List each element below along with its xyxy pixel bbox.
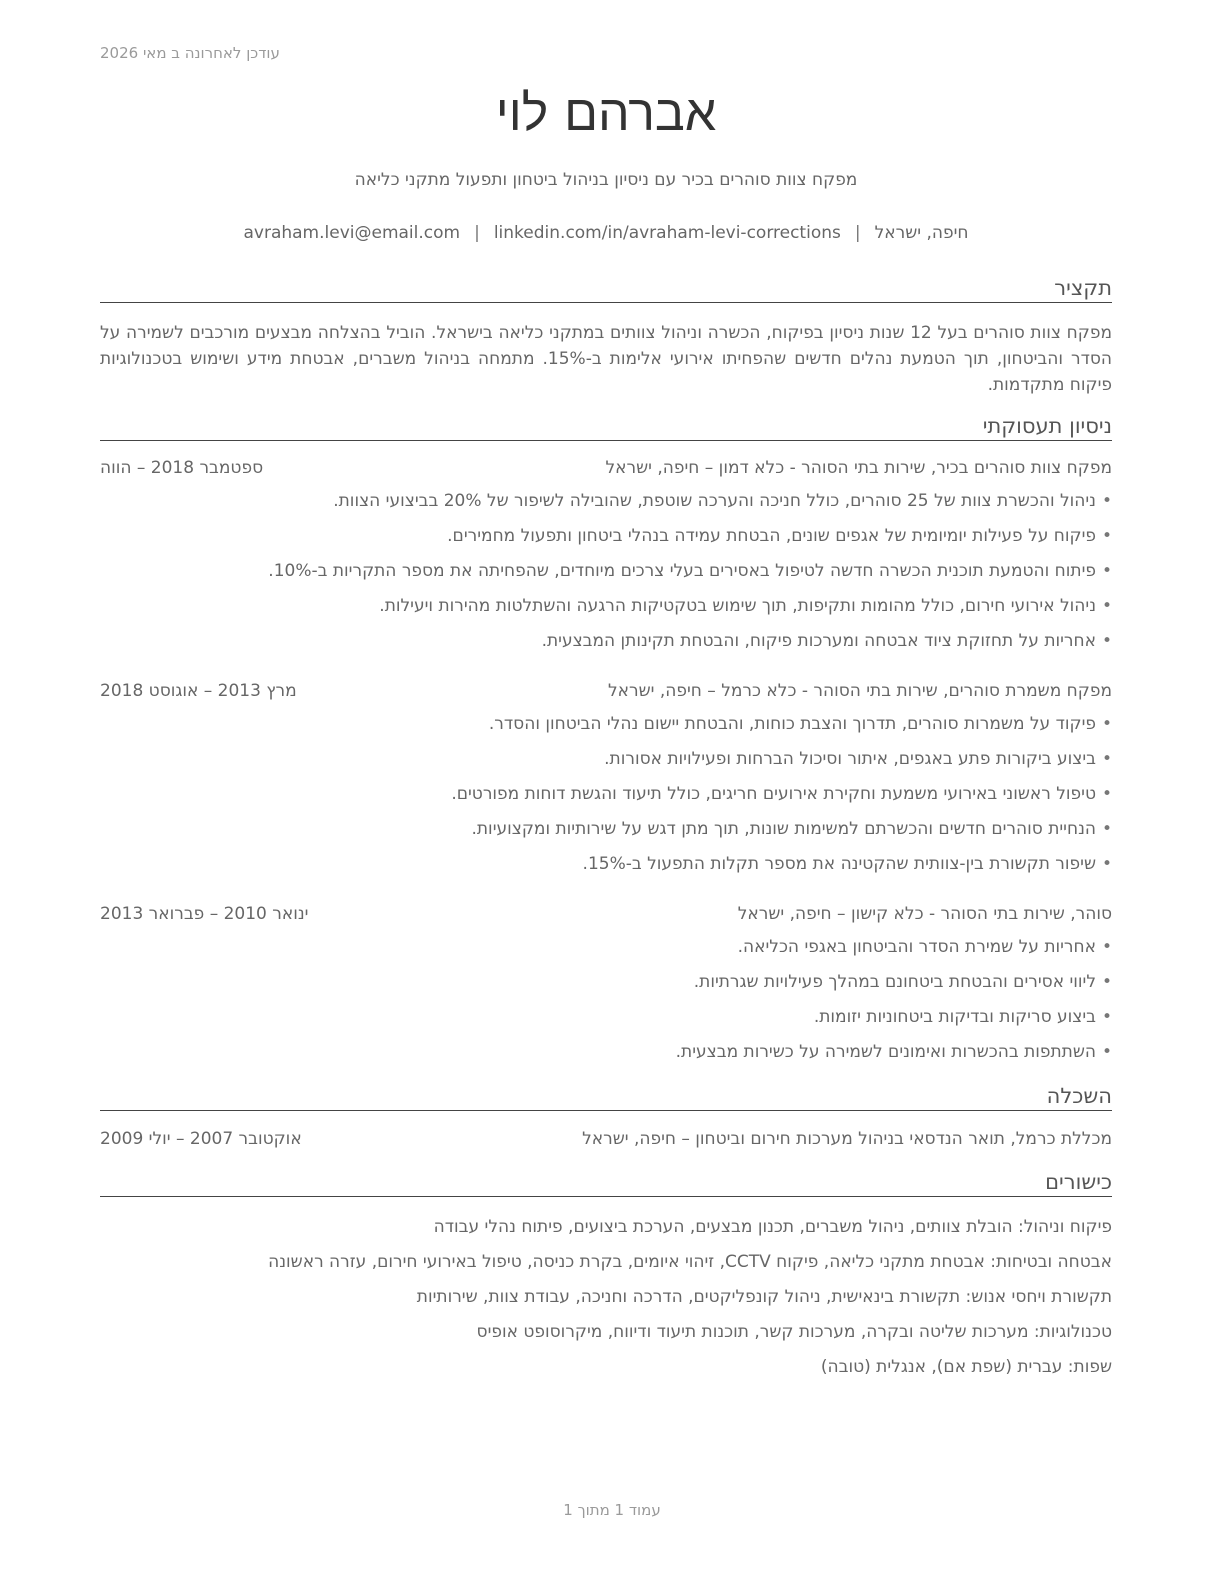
job-bullet: • טיפול ראשוני באירועי משמעת וחקירת אירועים חריגים, כולל תיעוד והגשת דוחות מפורטים. bbox=[100, 782, 1112, 817]
section-title-experience: ניסיון תעסוקתי bbox=[100, 414, 1112, 441]
job-bullet: • פיקוד על משמרות סוהרים, תדרוך והצבת כוחות, והבטחת יישום נהלי הביטחון והסדר. bbox=[100, 712, 1112, 747]
job-bullet: • אחריות על שמירת הסדר והביטחון באגפי הכליאה. bbox=[100, 935, 1112, 970]
job-header bbox=[100, 904, 1112, 928]
job-bullet: • ליווי אסירים והבטחת ביטחונם במהלך פעילויות שגרתיות. bbox=[100, 970, 1112, 1005]
job-role: סוהר, שירות בתי הסוהר - כלא קישון – חיפה, ישראל bbox=[737, 904, 1112, 924]
candidate-name: אברהם לוי bbox=[495, 84, 717, 142]
education-entry bbox=[100, 1129, 1112, 1153]
skill-line: טכנולוגיות: מערכות שליטה ובקרה, מערכות קשר, תוכנות תיעוד ודיווח, מיקרוסופט אופיס bbox=[476, 1322, 1112, 1342]
section-title-education: השכלה bbox=[100, 1084, 1112, 1111]
contact-linkedin[interactable]: linkedin.com/in/avraham-levi-corrections bbox=[493, 223, 841, 243]
section-title-skills: כישורים bbox=[100, 1170, 1112, 1197]
section-title-summary: תקציר bbox=[100, 276, 1112, 303]
job-bullet: • ניהול אירועי חירום, כולל מהומות ותקיפות, תוך שימוש בטקטיקות הרגעה והשתלטות מהירות ויעילות. bbox=[100, 594, 1112, 629]
tagline: מפקח צוות סוהרים בכיר עם ניסיון בניהול ביטחון ותפעול מתקני כליאה bbox=[354, 170, 858, 190]
contact-separator: | bbox=[474, 223, 480, 243]
skills-list bbox=[100, 1215, 1112, 1390]
job-bullets bbox=[100, 712, 1112, 887]
contact-location: חיפה, ישראל bbox=[874, 223, 969, 243]
summary-text: מפקח צוות סוהרים בעל 12 שנות ניסיון בפיקוח, הכשרה וניהול צוותים במתקני כליאה בישראל. הוביל בהצלחה מבצעים מורכבים לשמירה על הסדר והביטחון, תוך הטמעת נהלים חדשים שהפחיתו אירועי אלימות ב-15%. מתמחה בניהול משברים, אבטחת מידע ושימוש בטכנולוגיות פיקוח מתקדמות. bbox=[100, 323, 1113, 395]
job-bullet: • פיקוח על פעילות יומיומית של אגפים שונים, הבטחת עמידה בנהלי ביטחון ותפעול מחמירים. bbox=[100, 524, 1112, 559]
job-bullet: • ניהול והכשרת צוות של 25 סוהרים, כולל חניכה והערכה שוטפת, שהובילה לשיפור של 20% בביצועי הצוות. bbox=[100, 489, 1112, 524]
job-header bbox=[100, 681, 1112, 705]
job-bullet: • ביצוע סריקות ובדיקות ביטחוניות יזומות. bbox=[100, 1005, 1112, 1040]
job-role: מפקח צוות סוהרים בכיר, שירות בתי הסוהר - כלא דמון – חיפה, ישראל bbox=[605, 458, 1112, 478]
job-bullet: • ביצוע ביקורות פתע באגפים, איתור וסיכול הברחות ופעילויות אסורות. bbox=[100, 747, 1112, 782]
job-dates: ספטמבר 2018 – הווה bbox=[100, 458, 264, 478]
last-updated-note: עודכן לאחרונה ב מאי 2026 bbox=[100, 44, 280, 62]
contact-line bbox=[100, 223, 1112, 243]
job-bullet: • אחריות על תחזוקת ציוד אבטחה ומערכות פיקוח, והבטחת תקינותן המבצעית. bbox=[100, 629, 1112, 664]
skill-line: פיקוח וניהול: הובלת צוותים, ניהול משברים, תכנון מבצעים, הערכת ביצועים, פיתוח נהלי עבודה bbox=[433, 1217, 1112, 1237]
job-dates: מרץ 2013 – אוגוסט 2018 bbox=[100, 681, 297, 701]
job-header bbox=[100, 458, 1112, 482]
job-bullet: • השתתפות בהכשרות ואימונים לשמירה על כשירות מבצעית. bbox=[100, 1040, 1112, 1075]
education-institution: מכללת כרמל, תואר הנדסאי בניהול מערכות חירום וביטחון – חיפה, ישראל bbox=[582, 1129, 1112, 1149]
skill-line: שפות: עברית (שפת אם), אנגלית (טובה) bbox=[820, 1357, 1112, 1377]
job-bullet: • הנחיית סוהרים חדשים והכשרתם למשימות שונות, תוך מתן דגש על שירותיות ומקצועיות. bbox=[100, 817, 1112, 852]
job-dates: ינואר 2010 – פברואר 2013 bbox=[100, 904, 309, 924]
job-bullets bbox=[100, 935, 1112, 1075]
skill-line: אבטחה ובטיחות: אבטחת מתקני כליאה, פיקוח CCTV, זיהוי איומים, בקרת כניסה, טיפול באירועי חירום, עזרה ראשונה bbox=[268, 1252, 1112, 1272]
job-role: מפקח משמרת סוהרים, שירות בתי הסוהר - כלא כרמל – חיפה, ישראל bbox=[608, 681, 1112, 701]
page-number: עמוד 1 מתוך 1 bbox=[563, 1501, 661, 1519]
job-bullet: • שיפור תקשורת בין-צוותית שהקטינה את מספר תקלות התפעול ב-15%. bbox=[100, 852, 1112, 887]
contact-separator: | bbox=[854, 223, 861, 243]
job-bullets bbox=[100, 489, 1112, 664]
skill-line: תקשורת ויחסי אנוש: תקשורת בינאישית, ניהול קונפליקטים, הדרכה וחניכה, עבודת צוות, שירותיות bbox=[416, 1287, 1112, 1307]
contact-email[interactable]: avraham.levi@email.com bbox=[243, 223, 461, 243]
education-dates: אוקטובר 2007 – יולי 2009 bbox=[100, 1129, 302, 1149]
job-bullet: • פיתוח והטמעת תוכנית הכשרה חדשה לטיפול באסירים בעלי צרכים מיוחדים, שהפחיתה את מספר התקריות ב-10%. bbox=[100, 559, 1112, 594]
